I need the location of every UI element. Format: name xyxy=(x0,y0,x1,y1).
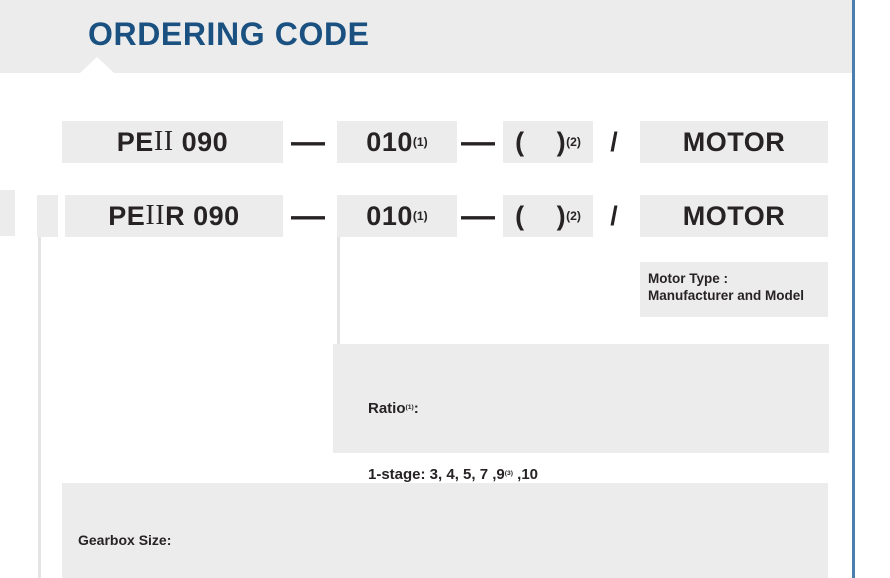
code-row2-motor-box: MOTOR xyxy=(640,195,828,237)
page-title: ORDERING CODE xyxy=(88,16,370,52)
motor-type-note xyxy=(640,262,828,317)
code-row1-dash2: — xyxy=(461,123,495,161)
code-row1-dash1: — xyxy=(291,123,325,161)
left-edge-box xyxy=(0,190,15,236)
code-row1-slash: / xyxy=(610,126,618,157)
motor-type-note-line2: Manufacturer and Model xyxy=(648,288,805,303)
code-row2-ratio-box: 010 (1) xyxy=(337,195,457,237)
code-row2-model-box: PE II R 090 xyxy=(65,195,283,237)
code-row1-option-box: ( ) (2) xyxy=(503,121,593,163)
code-row1-ratio-box: 010 (1) xyxy=(337,121,457,163)
page-right-border xyxy=(852,0,855,578)
ratio-note-heading: Ratio$^{(1)}$: xyxy=(368,400,419,418)
gearbox-size-panel xyxy=(62,483,828,578)
code-row2-dash1: — xyxy=(291,197,325,235)
gearbox-size-leader-line xyxy=(38,237,41,578)
code-row1-motor-box: MOTOR xyxy=(640,121,828,163)
ratio-note-panel xyxy=(333,344,829,483)
code-row2-dash2: — xyxy=(461,197,495,235)
code-row2-option-box: ( ) (2) xyxy=(503,195,593,237)
gearbox-size-heading: Gearbox Size: xyxy=(78,532,172,548)
ratio-leader-line xyxy=(337,237,340,344)
motor-type-note-line1: Motor Type : xyxy=(648,271,728,286)
header-notch-triangle xyxy=(80,57,114,73)
ratio-note-line-1stage: 1-stage: 3, 4, 5, 7 ,9$^{(3)}$ ,10 xyxy=(368,465,539,483)
size-leader-box xyxy=(37,195,58,237)
code-row2-slash: / xyxy=(610,200,618,231)
code-row1-model-box: PE II 090 xyxy=(62,121,283,163)
